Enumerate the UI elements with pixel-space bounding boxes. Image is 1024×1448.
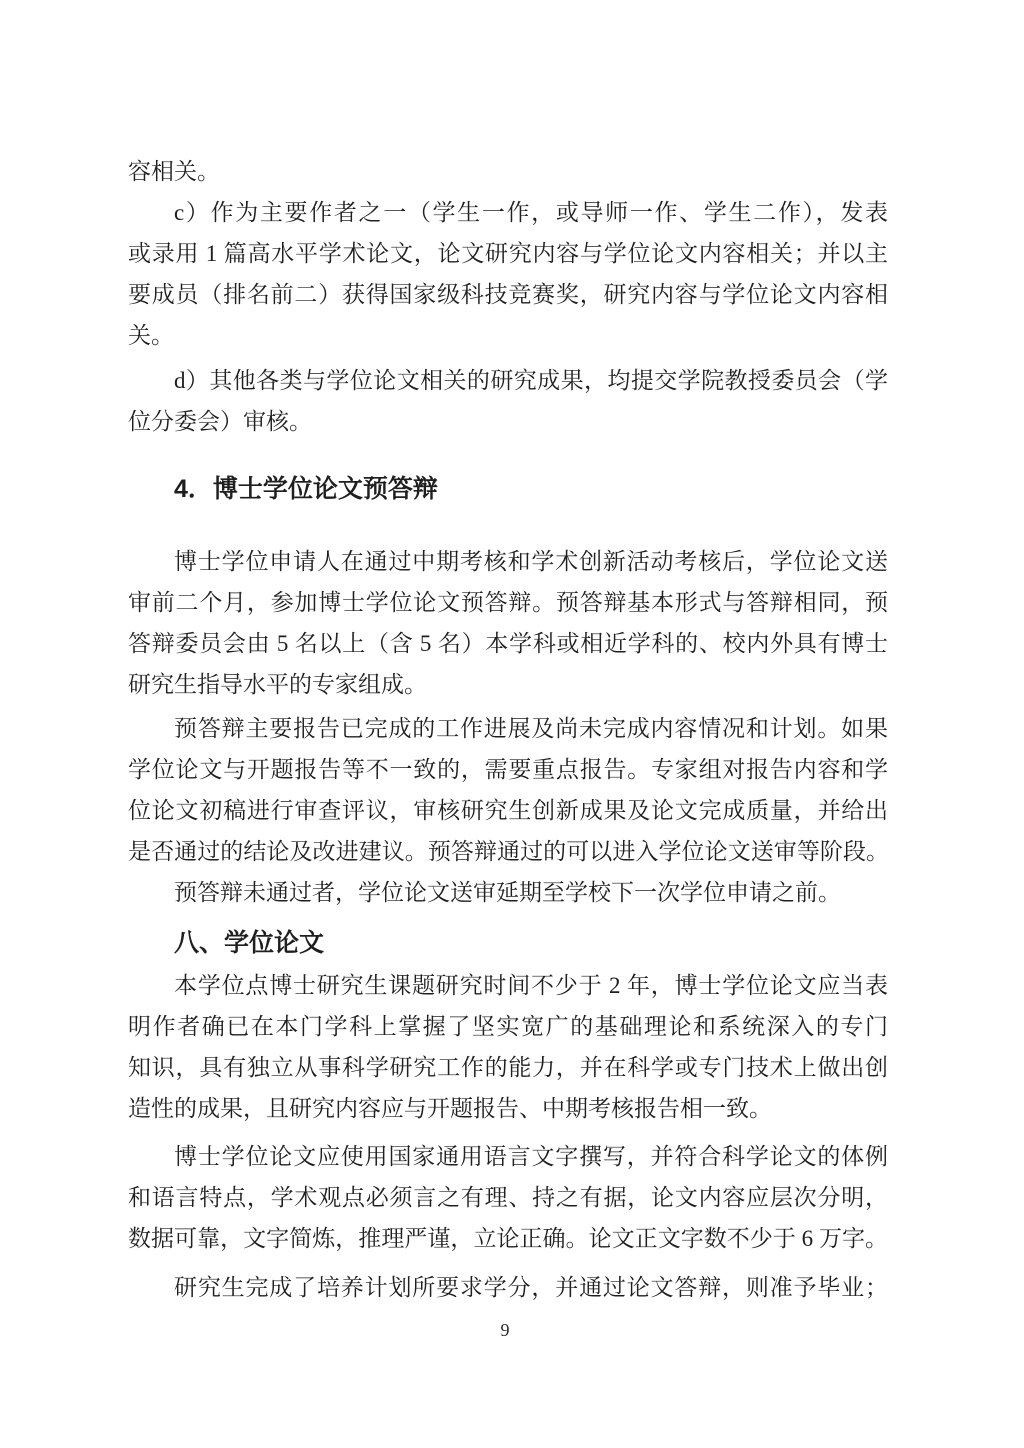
text-line: 位分委会）审核。: [128, 409, 312, 434]
text-line: 答辩委员会由 5 名以上（含 5 名）本学科或相近学科的、校内外具有博士: [128, 631, 888, 656]
text-line: 关。: [128, 323, 174, 348]
text-line: 预答辩主要报告已完成的工作进展及尚未完成内容情况和计划。如果: [174, 716, 888, 741]
text-line: 预答辩未通过者，学位论文送审延期至学校下一次学位申请之前。: [174, 880, 841, 905]
page-number: 9: [500, 1320, 510, 1340]
text-line: 是否通过的结论及改进建议。预答辩通过的可以进入学位论文送审等阶段。: [128, 839, 888, 864]
section-heading: 八、学位论文: [174, 929, 325, 957]
text-line: 研究生指导水平的专家组成。: [128, 672, 427, 697]
text-line: c）作为主要作者之一（学生一作，或导师一作、学生二作），发表: [174, 200, 888, 225]
text-line: 审前二个月，参加博士学位论文预答辩。预答辩基本形式与答辩相同，预: [128, 590, 888, 615]
text-line: 知识，具有独立从事科学研究工作的能力，并在科学或专门技术上做出创: [128, 1055, 888, 1080]
text-line: d）其他各类与学位论文相关的研究成果，均提交学院教授委员会（学: [174, 368, 888, 393]
section-heading: 4．博士学位论文预答辩: [174, 475, 438, 503]
text-line: 或录用 1 篇高水平学术论文，论文研究内容与学位论文内容相关；并以主: [128, 241, 888, 266]
text-line: 要成员（排名前二）获得国家级科技竞赛奖，研究内容与学位论文内容相: [128, 282, 888, 307]
text-line: 研究生完成了培养计划所要求学分，并通过论文答辩，则准予毕业；: [174, 1275, 888, 1300]
text-line: 造性的成果，且研究内容应与开题报告、中期考核报告相一致。: [128, 1096, 772, 1121]
text-line: 本学位点博士研究生课题研究时间不少于 2 年，博士学位论文应当表: [174, 973, 888, 998]
text-line: 明作者确已在本门学科上掌握了坚实宽广的基础理论和系统深入的专门: [128, 1014, 888, 1039]
text-line: 博士学位申请人在通过中期考核和学术创新活动考核后，学位论文送: [174, 549, 888, 574]
document-body: [128, 0, 888, 1308]
text-line: 数据可靠，文字简炼，推理严谨，立论正确。论文正文字数不少于 6 万字。: [128, 1226, 888, 1251]
text-line: 容相关。: [128, 159, 220, 184]
text-line: 位论文初稿进行审查评议，审核研究生创新成果及论文完成质量，并给出: [128, 798, 888, 823]
text-line: 学位论文与开题报告等不一致的，需要重点报告。专家组对报告内容和学: [128, 757, 888, 782]
text-line: 博士学位论文应使用国家通用语言文字撰写，并符合科学论文的体例: [174, 1144, 888, 1169]
text-line: 和语言特点，学术观点必须言之有理、持之有据，论文内容应层次分明，: [128, 1185, 888, 1210]
